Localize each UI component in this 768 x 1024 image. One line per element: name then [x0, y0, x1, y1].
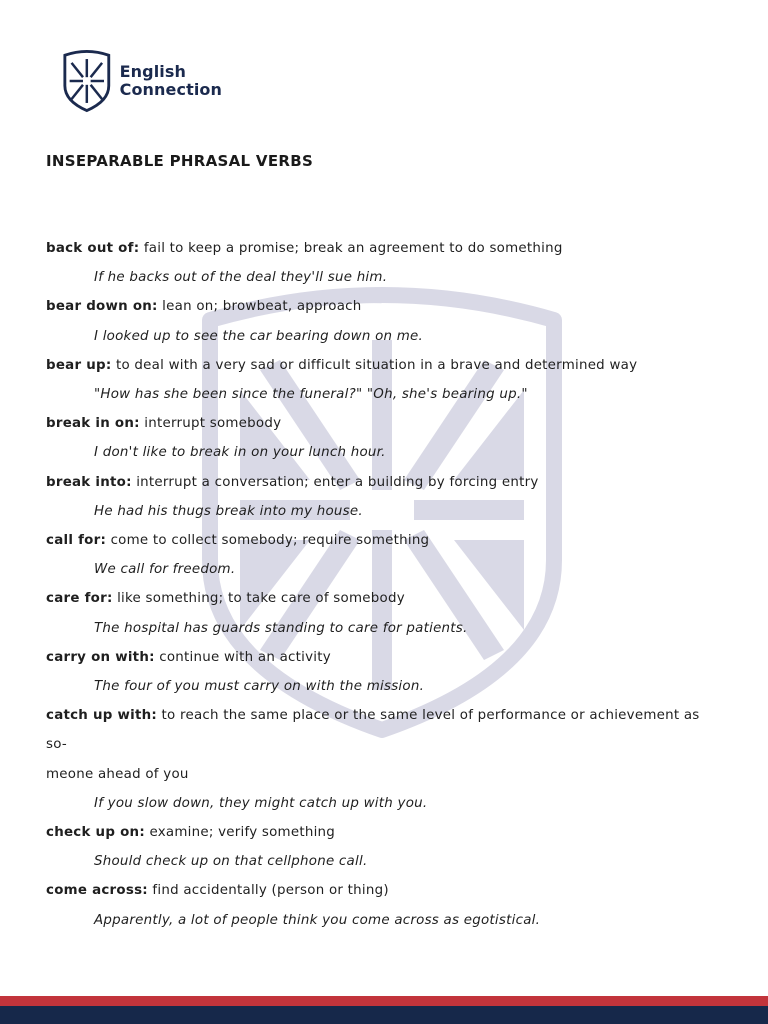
brand-logo: [62, 46, 222, 116]
term: back out of:: [46, 241, 140, 256]
definition-continued: meone ahead of you: [46, 766, 189, 782]
definition: to reach the same place or the same level of performance or achievement as so-: [46, 708, 700, 753]
entry-check-up-on: [46, 818, 706, 876]
entry-come-across: [46, 876, 706, 934]
example: Should check up on that cellphone call.: [94, 854, 368, 870]
definition: like something; to take care of somebody: [112, 591, 405, 607]
definition-line: [46, 876, 706, 905]
example: I don't like to break in on your lunch hour.: [94, 445, 386, 461]
term: come across:: [46, 883, 148, 899]
entry-break-in-on: [46, 409, 706, 467]
term: check up on:: [46, 825, 145, 841]
entry-catch-up-with: [46, 701, 706, 818]
definition-line: [46, 701, 706, 759]
definition: interrupt a conversation; enter a building by forcing entry: [131, 474, 539, 490]
page-title: INSEPARABLE PHRASAL VERBS: [46, 152, 314, 170]
definition: interrupt somebody: [139, 416, 282, 432]
definition: fail to keep a promise; break an agreement to do something: [139, 241, 563, 256]
entry-care-for: [46, 584, 706, 642]
example: The four of you must carry on with the mission.: [94, 679, 425, 695]
definition-line: [46, 643, 706, 672]
term: carry on with:: [46, 649, 155, 665]
definition: find accidentally (person or thing): [147, 883, 389, 899]
example: He had his thugs break into my house.: [94, 503, 363, 519]
entry-back-out-of: [46, 234, 706, 292]
phrasal-verb-list: [46, 234, 706, 935]
term: care for:: [46, 591, 113, 607]
term: break into:: [46, 474, 132, 490]
brand-name: [120, 63, 222, 99]
example: Apparently, a lot of people think you come across as egotistical.: [94, 912, 541, 928]
definition-line: [46, 234, 706, 263]
definition-line: [46, 409, 706, 438]
definition: to deal with a very sad or difficult situation in a brave and determined way: [111, 357, 638, 373]
example: If he backs out of the deal they'll sue him.: [94, 270, 388, 286]
example: I looked up to see the car bearing down on me.: [94, 328, 424, 344]
example: The hospital has guards standing to care for patients.: [94, 620, 468, 636]
entry-bear-down-on: [46, 292, 706, 350]
definition: continue with an activity: [154, 649, 331, 665]
entry-break-into: [46, 468, 706, 526]
term: break in on:: [46, 416, 140, 432]
brand-name-line2: Connection: [119, 80, 222, 99]
definition: examine; verify something: [144, 825, 336, 841]
shield-union-jack-icon: [62, 48, 112, 114]
definition: lean on; browbeat, approach: [157, 299, 362, 315]
example: "How has she been since the funeral?" "Oh, she's bearing up.": [94, 387, 528, 403]
definition-line: [46, 351, 706, 380]
example: We call for freedom.: [94, 562, 236, 578]
definition-line: [46, 468, 706, 497]
entry-call-for: [46, 526, 706, 584]
entry-carry-on-with: [46, 643, 706, 701]
definition-line: [46, 526, 706, 555]
footer-navy-stripe: [0, 1006, 768, 1024]
entry-bear-up: [46, 351, 706, 409]
term: bear down on:: [46, 299, 158, 315]
definition-line: [46, 818, 706, 847]
footer-red-stripe: [0, 996, 768, 1006]
term: catch up with:: [46, 708, 158, 724]
definition-line: [46, 292, 706, 321]
definition-line: [46, 584, 706, 613]
term: bear up:: [46, 357, 112, 373]
example: If you slow down, they might catch up with you.: [94, 795, 428, 811]
brand-name-line1: English: [119, 62, 186, 81]
term: call for:: [46, 533, 107, 549]
definition: come to collect somebody; require something: [106, 533, 430, 549]
